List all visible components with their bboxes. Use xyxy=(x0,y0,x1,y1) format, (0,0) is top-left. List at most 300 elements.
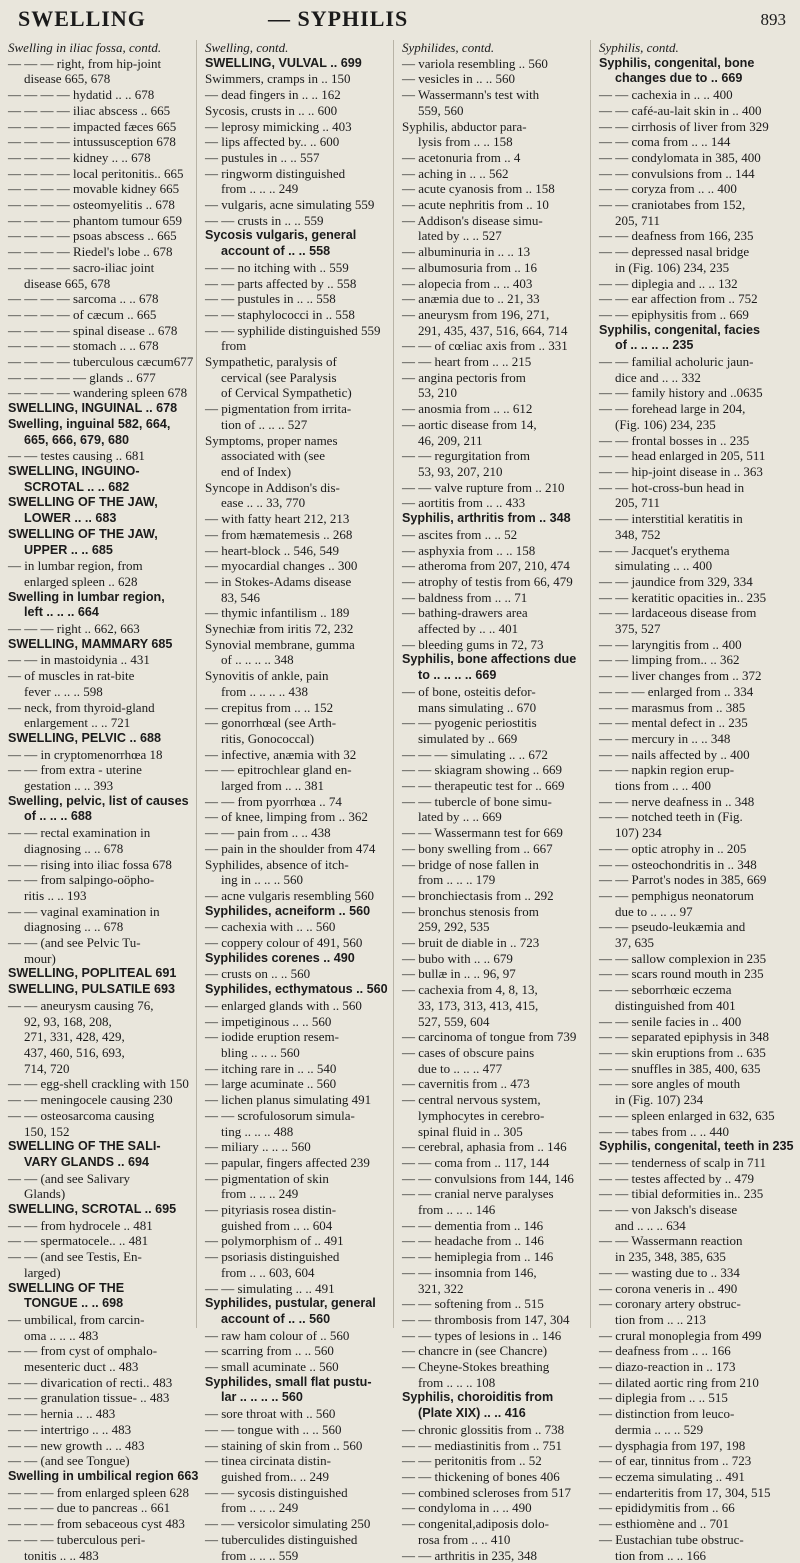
index-entry-line: — diazo-reaction in .. 173 xyxy=(599,1359,786,1375)
index-entry-line: — — — due to pancreas .. 661 xyxy=(8,1500,194,1516)
index-entry-line: from .. .. .. 249 xyxy=(205,1500,391,1516)
index-entry-line: 559, 560 xyxy=(402,103,588,119)
index-entry-line: fever .. .. .. 598 xyxy=(8,684,194,700)
index-entry-line: — — — from sebaceous cyst 483 xyxy=(8,1516,194,1532)
index-entry-line: — vesicles in .. .. 560 xyxy=(402,71,588,87)
index-entry-line: — — simulating .. .. 491 xyxy=(205,1281,391,1297)
page-number: 893 xyxy=(761,10,787,30)
index-entry-line: — — mercury in .. .. 348 xyxy=(599,731,786,747)
index-entry-line: from .. .. .. 559 xyxy=(205,1548,391,1563)
index-entry-line: — bronchus stenosis from xyxy=(402,904,588,920)
index-entry-line: 348, 752 xyxy=(599,527,786,543)
index-entry-line: — large acuminate .. 560 xyxy=(205,1076,391,1092)
index-entry-line: simulated by .. 669 xyxy=(402,731,588,747)
index-entry-line: — — condylomata in 385, 400 xyxy=(599,150,786,166)
index-entry-line: — — valve rupture from .. 210 xyxy=(402,480,588,496)
index-entry-line: affected by .. .. 401 xyxy=(402,621,588,637)
index-entry-line: Synechiæ from iritis 72, 232 xyxy=(205,621,391,637)
index-entry-line: — — — simulating .. .. 672 xyxy=(402,747,588,763)
index-entry-line: Swelling, pelvic, list of causes xyxy=(8,794,194,810)
index-entry-line: — of knee, limping from .. 362 xyxy=(205,809,391,825)
index-entry-line: — — sallow complexion in 235 xyxy=(599,951,786,967)
index-entry-line: ritis, Gonococcal) xyxy=(205,731,391,747)
index-entry-line: SWELLING, VULVAL .. 699 xyxy=(205,56,391,72)
index-entry-line: to .. .. .. .. 669 xyxy=(402,668,588,684)
index-entry-line: — — pyogenic periostitis xyxy=(402,715,588,731)
index-entry-line: in (Fig. 107) 234 xyxy=(599,1092,786,1108)
index-entry-line: — asphyxia from .. .. 158 xyxy=(402,543,588,559)
index-entry-line: — of ear, tinnitus from .. 723 xyxy=(599,1453,786,1469)
index-entry-line: — — — from enlarged spleen 628 xyxy=(8,1485,194,1501)
index-entry-line: Syphilis, contd. xyxy=(599,40,786,56)
index-entry-line: — lichen planus simulating 491 xyxy=(205,1092,391,1108)
index-entry-line: — alopecia from .. .. 403 xyxy=(402,276,588,292)
header-center-title: — SYPHILIS xyxy=(268,6,408,32)
index-entry-line: from .. .. .. .. 438 xyxy=(205,684,391,700)
index-entry-line: — — skin eruptions from .. 635 xyxy=(599,1045,786,1061)
index-entry-line: — — marasmus from .. 385 xyxy=(599,700,786,716)
index-entry-line: — — in mastoidynia .. 431 xyxy=(8,652,194,668)
index-entry-line: — central nervous system, xyxy=(402,1092,588,1108)
index-entry-line: — — — — intussusception 678 xyxy=(8,134,194,150)
index-entry-line: 259, 292, 535 xyxy=(402,919,588,935)
index-entry-line: Syphilis, congenital, teeth in 235 xyxy=(599,1139,786,1155)
index-entry-line: — eczema simulating .. 491 xyxy=(599,1469,786,1485)
index-entry-line: — — — — kidney .. .. 678 xyxy=(8,150,194,166)
index-entry-line: — — hemiplegia from .. 146 xyxy=(402,1249,588,1265)
index-entry-line: — pain in the shoulder from 474 xyxy=(205,841,391,857)
index-entry-line: — — sycosis distinguished xyxy=(205,1485,391,1501)
index-entry-line: — — egg-shell crackling with 150 xyxy=(8,1076,194,1092)
index-entry-line: — cases of obscure pains xyxy=(402,1045,588,1061)
index-entry-line: — carcinoma of tongue from 739 xyxy=(402,1029,588,1045)
index-entry-line: — dilated aortic ring from 210 xyxy=(599,1375,786,1391)
index-entry-line: 33, 173, 313, 413, 415, xyxy=(402,998,588,1014)
index-entry-line: — — tenderness of scalp in 711 xyxy=(599,1155,786,1171)
index-entry-line: lated by .. .. 669 xyxy=(402,809,588,825)
index-entry-line: — infective, anæmia with 32 xyxy=(205,747,391,763)
index-entry-line: — cachexia with .. .. 560 xyxy=(205,919,391,935)
index-entry-line: diagnosing .. .. 678 xyxy=(8,919,194,935)
index-entry-line: — — (and see Testis, En- xyxy=(8,1249,194,1265)
index-entry-line: — — cachexia in .. .. 400 xyxy=(599,87,786,103)
index-entry-line: — — arthritis in 235, 348 xyxy=(402,1548,588,1563)
header-left-title: SWELLING xyxy=(18,6,146,32)
index-entry-line: of .. .. .. .. 348 xyxy=(205,652,391,668)
index-entry-line: — bony swelling from .. 667 xyxy=(402,841,588,857)
index-entry-line: — leprosy mimicking .. 403 xyxy=(205,119,391,135)
index-entry-line: 53, 93, 207, 210 xyxy=(402,464,588,480)
index-entry-line: Syphilis, bone affections due xyxy=(402,652,588,668)
index-entry-line: — — — — stomach .. .. 678 xyxy=(8,338,194,354)
index-entry-line: — — from cyst of omphalo- xyxy=(8,1343,194,1359)
index-entry-line: — — — — psoas abscess .. 665 xyxy=(8,228,194,244)
index-entry-line: LOWER .. .. 683 xyxy=(8,511,194,527)
index-entry-line: ing in .. .. .. 560 xyxy=(205,872,391,888)
index-entry-line: Syphilides, pustular, general xyxy=(205,1296,391,1312)
index-entry-line: — — mediastinitis from .. 751 xyxy=(402,1438,588,1454)
index-entry-line: — — deafness from 166, 235 xyxy=(599,228,786,244)
index-entry-line: Sycosis, crusts in .. .. 600 xyxy=(205,103,391,119)
index-entry-line: — thymic infantilism .. 189 xyxy=(205,605,391,621)
index-entry-line: — — (and see Pelvic Tu- xyxy=(8,935,194,951)
index-entry-line: UPPER .. .. 685 xyxy=(8,543,194,559)
index-entry-line: — vulgaris, acne simulating 559 xyxy=(205,197,391,213)
index-entry-line: — of muscles in rat-bite xyxy=(8,668,194,684)
index-entry-line: — — therapeutic test for .. 669 xyxy=(402,778,588,794)
index-entry-line: — — vaginal examination in xyxy=(8,904,194,920)
index-entry-line: of .. .. .. .. 235 xyxy=(599,338,786,354)
index-entry-line: — — — — iliac abscess .. 665 xyxy=(8,103,194,119)
index-entry-line: 205, 711 xyxy=(599,213,786,229)
index-entry-line: from .. .. .. 249 xyxy=(205,1186,391,1202)
index-entry-line: — staining of skin from .. 560 xyxy=(205,1438,391,1454)
index-column-1 xyxy=(0,40,197,1328)
index-entry-line: — iodide eruption resem- xyxy=(205,1029,391,1045)
index-entry-line: from .. .. .. 146 xyxy=(402,1202,588,1218)
index-entry-line: — raw ham colour of .. 560 xyxy=(205,1328,391,1344)
index-entry-line: — with fatty heart 212, 213 xyxy=(205,511,391,527)
index-entry-line: — — skiagram showing .. 669 xyxy=(402,762,588,778)
index-entry-line: — — cirrhosis of liver from 329 xyxy=(599,119,786,135)
index-entry-line: — — — — hydatid .. .. 678 xyxy=(8,87,194,103)
index-entry-line: — — senile facies in .. 400 xyxy=(599,1014,786,1030)
index-entry-line: account of .. .. 558 xyxy=(205,244,391,260)
index-entry-line: — from hæmatemesis .. 268 xyxy=(205,527,391,543)
index-entry-line: — — osteosarcoma causing xyxy=(8,1108,194,1124)
index-entry-line: 37, 635 xyxy=(599,935,786,951)
index-entry-line: dermia .. .. .. 529 xyxy=(599,1422,786,1438)
index-entry-line: — — — tuberculous peri- xyxy=(8,1532,194,1548)
index-entry-line: — — pseudo-leukæmia and xyxy=(599,919,786,935)
index-entry-line: SWELLING, PELVIC .. 688 xyxy=(8,731,194,747)
index-entry-line: SWELLING, PULSATILE 693 xyxy=(8,982,194,998)
index-entry-line: Symptoms, proper names xyxy=(205,433,391,449)
index-entry-line: disease 665, 678 xyxy=(8,276,194,292)
index-entry-line: SWELLING OF THE xyxy=(8,1281,194,1297)
index-entry-line: — — Parrot's nodes in 385, 669 xyxy=(599,872,786,888)
index-entry-line: — acute nephritis from .. 10 xyxy=(402,197,588,213)
index-entry-line: SWELLING OF THE SALI- xyxy=(8,1139,194,1155)
index-entry-line: — dysphagia from 197, 198 xyxy=(599,1438,786,1454)
index-entry-line: Swimmers, cramps in .. 150 xyxy=(205,71,391,87)
index-entry-line: from xyxy=(205,338,391,354)
index-entry-line: — — limping from.. .. 362 xyxy=(599,652,786,668)
index-entry-line: SWELLING, INGUINO- xyxy=(8,464,194,480)
index-entry-line: — acne vulgaris resembling 560 xyxy=(205,888,391,904)
index-entry-line: — — — — impacted fæces 665 xyxy=(8,119,194,135)
index-entry-line: — — spleen enlarged in 632, 635 xyxy=(599,1108,786,1124)
index-entry-line: — pigmentation of skin xyxy=(205,1171,391,1187)
index-entry-line: — — familial acholuric jaun- xyxy=(599,354,786,370)
index-entry-line: — crural monoplegia from 499 xyxy=(599,1328,786,1344)
index-entry-line: bling .. .. .. 560 xyxy=(205,1045,391,1061)
index-entry-line: — cachexia from 4, 8, 13, xyxy=(402,982,588,998)
index-entry-line: — myocardial changes .. 300 xyxy=(205,558,391,574)
index-entry-line: — tinea circinata distin- xyxy=(205,1453,391,1469)
index-entry-line: — — — — phantom tumour 659 xyxy=(8,213,194,229)
index-entry-line: — acetonuria from .. 4 xyxy=(402,150,588,166)
index-entry-line: — — — — sarcoma .. .. 678 xyxy=(8,291,194,307)
index-entry-line: — — hot-cross-bun head in xyxy=(599,480,786,496)
index-entry-line: 437, 460, 516, 693, xyxy=(8,1045,194,1061)
index-entry-line: Syphilis, arthritis from .. 348 xyxy=(402,511,588,527)
index-entry-line: — albumosuria from .. 16 xyxy=(402,260,588,276)
index-entry-line: — — — — movable kidney 665 xyxy=(8,181,194,197)
index-entry-line: — — from pyorrhœa .. 74 xyxy=(205,794,391,810)
index-entry-line: Synovial membrane, gumma xyxy=(205,637,391,653)
index-entry-line: — — meningocele causing 230 xyxy=(8,1092,194,1108)
index-entry-line: — — staphylococci in .. 558 xyxy=(205,307,391,323)
index-entry-line: — — heart from .. .. 215 xyxy=(402,354,588,370)
index-entry-line: of Cervical Sympathetic) xyxy=(205,385,391,401)
index-entry-line: — Eustachian tube obstruc- xyxy=(599,1532,786,1548)
index-entry-line: — — — — tuberculous cæcum677 xyxy=(8,354,194,370)
index-entry-line: Synovitis of ankle, pain xyxy=(205,668,391,684)
index-entry-line: — — peritonitis from .. 52 xyxy=(402,1453,588,1469)
index-entry-line: Sycosis vulgaris, general xyxy=(205,228,391,244)
index-entry-line: TONGUE .. .. 698 xyxy=(8,1296,194,1312)
index-entry-line: disease 665, 678 xyxy=(8,71,194,87)
index-entry-line: — — pemphigus neonatorum xyxy=(599,888,786,904)
index-entry-line: 150, 152 xyxy=(8,1124,194,1140)
index-entry-line: of .. .. .. 688 xyxy=(8,809,194,825)
index-entry-line: — psoriasis distinguished xyxy=(205,1249,391,1265)
index-entry-line: — — softening from .. 515 xyxy=(402,1296,588,1312)
index-entry-line: tion from .. .. 213 xyxy=(599,1312,786,1328)
index-entry-line: — — coma from .. 117, 144 xyxy=(402,1155,588,1171)
index-entry-line: — — notched teeth in (Fig. xyxy=(599,809,786,825)
index-entry-line: — — convulsions from 144, 146 xyxy=(402,1171,588,1187)
index-entry-line: — — cranial nerve paralyses xyxy=(402,1186,588,1202)
index-entry-line: — aneurysm from 196, 271, xyxy=(402,307,588,323)
index-entry-line: enlarged spleen .. 628 xyxy=(8,574,194,590)
index-entry-line: Syphilides, absence of itch- xyxy=(205,857,391,873)
index-entry-line: — impetiginous .. .. 560 xyxy=(205,1014,391,1030)
index-entry-line: lated by .. .. 527 xyxy=(402,228,588,244)
index-entry-line: tions from .. .. 400 xyxy=(599,778,786,794)
index-entry-line: — — depressed nasal bridge xyxy=(599,244,786,260)
index-entry-line: — crepitus from .. .. 152 xyxy=(205,700,391,716)
index-entry-line: — — dementia from .. 146 xyxy=(402,1218,588,1234)
index-column-2 xyxy=(197,40,394,1328)
index-entry-line: — atheroma from 207, 210, 474 xyxy=(402,558,588,574)
index-entry-line: mour) xyxy=(8,951,194,967)
index-entry-line: — gonorrhœal (see Arth- xyxy=(205,715,391,731)
index-entry-line: — — snuffles in 385, 400, 635 xyxy=(599,1061,786,1077)
index-entry-line: — — hernia .. .. 483 xyxy=(8,1406,194,1422)
index-entry-line: SWELLING OF THE JAW, xyxy=(8,527,194,543)
index-entry-line: 375, 527 xyxy=(599,621,786,637)
index-entry-line: — dead fingers in .. .. 162 xyxy=(205,87,391,103)
index-column-3 xyxy=(394,40,591,1328)
index-entry-line: — — — — spinal disease .. 678 xyxy=(8,323,194,339)
index-entry-line: cervical (see Paralysis xyxy=(205,370,391,386)
index-entry-line: — chancre in (see Chancre) xyxy=(402,1343,588,1359)
index-entry-line: — — wasting due to .. 334 xyxy=(599,1265,786,1281)
index-entry-line: — atrophy of testis from 66, 479 xyxy=(402,574,588,590)
index-entry-line: — — — — of cæcum .. 665 xyxy=(8,307,194,323)
index-entry-line: — Addison's disease simu- xyxy=(402,213,588,229)
index-entry-line: Syphilides, ecthymatous .. 560 xyxy=(205,982,391,998)
index-entry-line: — — pustules in .. .. 558 xyxy=(205,291,391,307)
index-column-4 xyxy=(591,40,788,1328)
index-entry-line: — — lardaceous disease from xyxy=(599,605,786,621)
index-entry-line: — — epiphysitis from .. 669 xyxy=(599,307,786,323)
index-entry-line: 107) 234 xyxy=(599,825,786,841)
index-entry-line: — chronic glossitis from .. 738 xyxy=(402,1422,588,1438)
index-entry-line: — — sore angles of mouth xyxy=(599,1076,786,1092)
index-entry-line: Swelling in umbilical region 663 xyxy=(8,1469,194,1485)
index-entry-line: — coronary artery obstruc- xyxy=(599,1296,786,1312)
index-entry-line: guished from.. .. 249 xyxy=(205,1469,391,1485)
index-entry-line: oma .. .. .. 483 xyxy=(8,1328,194,1344)
index-entry-line: — — Wassermann test for 669 xyxy=(402,825,588,841)
index-entry-line: from .. .. .. 108 xyxy=(402,1375,588,1391)
index-entry-line: — — — — — glands .. 677 xyxy=(8,370,194,386)
index-entry-line: tonitis .. .. 483 xyxy=(8,1548,194,1563)
index-columns xyxy=(0,40,800,1328)
index-entry-line: — bubo with .. .. 679 xyxy=(402,951,588,967)
index-entry-line: — — tongue with .. .. 560 xyxy=(205,1422,391,1438)
index-entry-line: — — forehead large in 204, xyxy=(599,401,786,417)
index-entry-line: lar .. .. .. .. 560 xyxy=(205,1390,391,1406)
index-entry-line: — small acuminate .. 560 xyxy=(205,1359,391,1375)
index-entry-line: Syphilides corenes .. 490 xyxy=(205,951,391,967)
index-entry-line: — albuminuria in .. .. 13 xyxy=(402,244,588,260)
index-entry-line: — — — — local peritonitis.. 665 xyxy=(8,166,194,182)
index-entry-line: — — von Jaksch's disease xyxy=(599,1202,786,1218)
index-entry-line: — corona veneris in .. 490 xyxy=(599,1281,786,1297)
index-entry-line: — — headache from .. 146 xyxy=(402,1233,588,1249)
index-entry-line: — — divarication of recti.. 483 xyxy=(8,1375,194,1391)
index-entry-line: 46, 209, 211 xyxy=(402,433,588,449)
index-entry-line: — epididymitis from .. 66 xyxy=(599,1500,786,1516)
index-entry-line: — polymorphism of .. 491 xyxy=(205,1233,391,1249)
index-entry-line: — — thickening of bones 406 xyxy=(402,1469,588,1485)
index-entry-line: account of .. .. 560 xyxy=(205,1312,391,1328)
index-entry-line: — — — enlarged from .. 334 xyxy=(599,684,786,700)
index-entry-line: — — — right .. 662, 663 xyxy=(8,621,194,637)
index-entry-line: and .. .. .. 634 xyxy=(599,1218,786,1234)
index-entry-line: SCROTAL .. .. 682 xyxy=(8,480,194,496)
index-entry-line: Swelling, contd. xyxy=(205,40,391,56)
index-entry-line: — neck, from thyroid-gland xyxy=(8,700,194,716)
index-entry-line: — — seborrhœic eczema xyxy=(599,982,786,998)
index-entry-line: tion of .. .. .. 527 xyxy=(205,417,391,433)
index-entry-line: — — scars round mouth in 235 xyxy=(599,966,786,982)
index-entry-line: — anæmia due to .. 21, 33 xyxy=(402,291,588,307)
index-entry-line: — — (and see Salivary xyxy=(8,1171,194,1187)
index-entry-line: — — types of lesions in .. 146 xyxy=(402,1328,588,1344)
index-entry-line: Syphilis, congenital, bone xyxy=(599,56,786,72)
index-entry-line: — crusts on .. .. 560 xyxy=(205,966,391,982)
index-entry-line: — — epitrochlear gland en- xyxy=(205,762,391,778)
index-entry-line: gestation .. .. 393 xyxy=(8,778,194,794)
index-entry-line: VARY GLANDS .. 694 xyxy=(8,1155,194,1171)
index-entry-line: — — rising into iliac fossa 678 xyxy=(8,857,194,873)
index-entry-line: 291, 435, 437, 516, 664, 714 xyxy=(402,323,588,339)
index-entry-line: — — family history and ..0635 xyxy=(599,385,786,401)
index-entry-line: — cavernitis from .. 473 xyxy=(402,1076,588,1092)
index-entry-line: from .. .. .. 179 xyxy=(402,872,588,888)
index-entry-line: Syphilis, congenital, facies xyxy=(599,323,786,339)
index-entry-line: 83, 546 xyxy=(205,590,391,606)
index-entry-line: — heart-block .. 546, 549 xyxy=(205,543,391,559)
index-entry-line: guished from .. .. 604 xyxy=(205,1218,391,1234)
index-entry-line: 92, 93, 168, 208, xyxy=(8,1014,194,1030)
index-entry-line: 53, 210 xyxy=(402,385,588,401)
index-entry-line: — — head enlarged in 205, 511 xyxy=(599,448,786,464)
index-entry-line: ritis .. .. 193 xyxy=(8,888,194,904)
index-entry-line: larged) xyxy=(8,1265,194,1281)
index-entry-line: lysis from .. .. 158 xyxy=(402,134,588,150)
index-entry-line: simulating .. .. 400 xyxy=(599,558,786,574)
index-entry-line: — pigmentation from irrita- xyxy=(205,401,391,417)
index-entry-line: — — aneurysm causing 76, xyxy=(8,998,194,1014)
index-entry-line: end of Index) xyxy=(205,464,391,480)
index-entry-line: — angina pectoris from xyxy=(402,370,588,386)
index-entry-line: Syphilis, choroiditis from xyxy=(402,1390,588,1406)
index-entry-line: ease .. .. 33, 770 xyxy=(205,495,391,511)
index-entry-line: — — tubercle of bone simu- xyxy=(402,794,588,810)
index-entry-line: — acute cyanosis from .. 158 xyxy=(402,181,588,197)
index-entry-line: — — frontal bosses in .. 235 xyxy=(599,433,786,449)
index-entry-line: changes due to .. 669 xyxy=(599,71,786,87)
index-entry-line: 271, 331, 428, 429, xyxy=(8,1029,194,1045)
index-entry-line: (Plate XIX) .. .. 416 xyxy=(402,1406,588,1422)
index-entry-line: — — — — sacro-iliac joint xyxy=(8,260,194,276)
index-entry-line: — — keratitic opacities in.. 235 xyxy=(599,590,786,606)
index-entry-line: — — craniotabes from 152, xyxy=(599,197,786,213)
index-entry-line: — pustules in .. .. 557 xyxy=(205,150,391,166)
index-entry-line: — aortic disease from 14, xyxy=(402,417,588,433)
index-entry-line: Sympathetic, paralysis of xyxy=(205,354,391,370)
index-entry-line: — — convulsions from .. 144 xyxy=(599,166,786,182)
index-entry-line: — combined scleroses from 517 xyxy=(402,1485,588,1501)
index-entry-line: — variola resembling .. 560 xyxy=(402,56,588,72)
index-entry-line: — — mental defect in .. 235 xyxy=(599,715,786,731)
index-entry-line: — Cheyne-Stokes breathing xyxy=(402,1359,588,1375)
index-entry-line: SWELLING, POPLITEAL 691 xyxy=(8,966,194,982)
index-entry-line: mans simulating .. 670 xyxy=(402,700,588,716)
index-entry-line: — — insomnia from 146, xyxy=(402,1265,588,1281)
index-entry-line: — of bone, osteitis defor- xyxy=(402,684,588,700)
index-entry-line: — bridge of nose fallen in xyxy=(402,857,588,873)
index-entry-line: 714, 720 xyxy=(8,1061,194,1077)
index-entry-line: — — Wassermann reaction xyxy=(599,1233,786,1249)
index-entry-line: 665, 666, 679, 680 xyxy=(8,433,194,449)
index-entry-line: — bathing-drawers area xyxy=(402,605,588,621)
index-entry-line: dice and .. .. 332 xyxy=(599,370,786,386)
index-entry-line: — ascites from .. .. 52 xyxy=(402,527,588,543)
index-entry-line: — — — — wandering spleen 678 xyxy=(8,385,194,401)
index-entry-line: Swelling in lumbar region, xyxy=(8,590,194,606)
index-entry-line: — — tabes from .. .. 440 xyxy=(599,1124,786,1140)
index-entry-line: Syphilis, abductor para- xyxy=(402,119,588,135)
index-entry-line: — — nails affected by .. 400 xyxy=(599,747,786,763)
index-entry-line: — — from salpingo-oöpho- xyxy=(8,872,194,888)
index-entry-line: — — ear affection from .. 752 xyxy=(599,291,786,307)
index-entry-line: — itching rare in .. .. 540 xyxy=(205,1061,391,1077)
index-entry-line: — sore throat with .. 560 xyxy=(205,1406,391,1422)
index-entry-line: — in Stokes-Adams disease xyxy=(205,574,391,590)
index-entry-line: — bleeding gums in 72, 73 xyxy=(402,637,588,653)
index-entry-line: Syphilides, small flat pustu- xyxy=(205,1375,391,1391)
index-entry-line: SWELLING, INGUINAL .. 678 xyxy=(8,401,194,417)
index-entry-line: — tuberculides distinguished xyxy=(205,1532,391,1548)
index-entry-line: — — napkin region erup- xyxy=(599,762,786,778)
